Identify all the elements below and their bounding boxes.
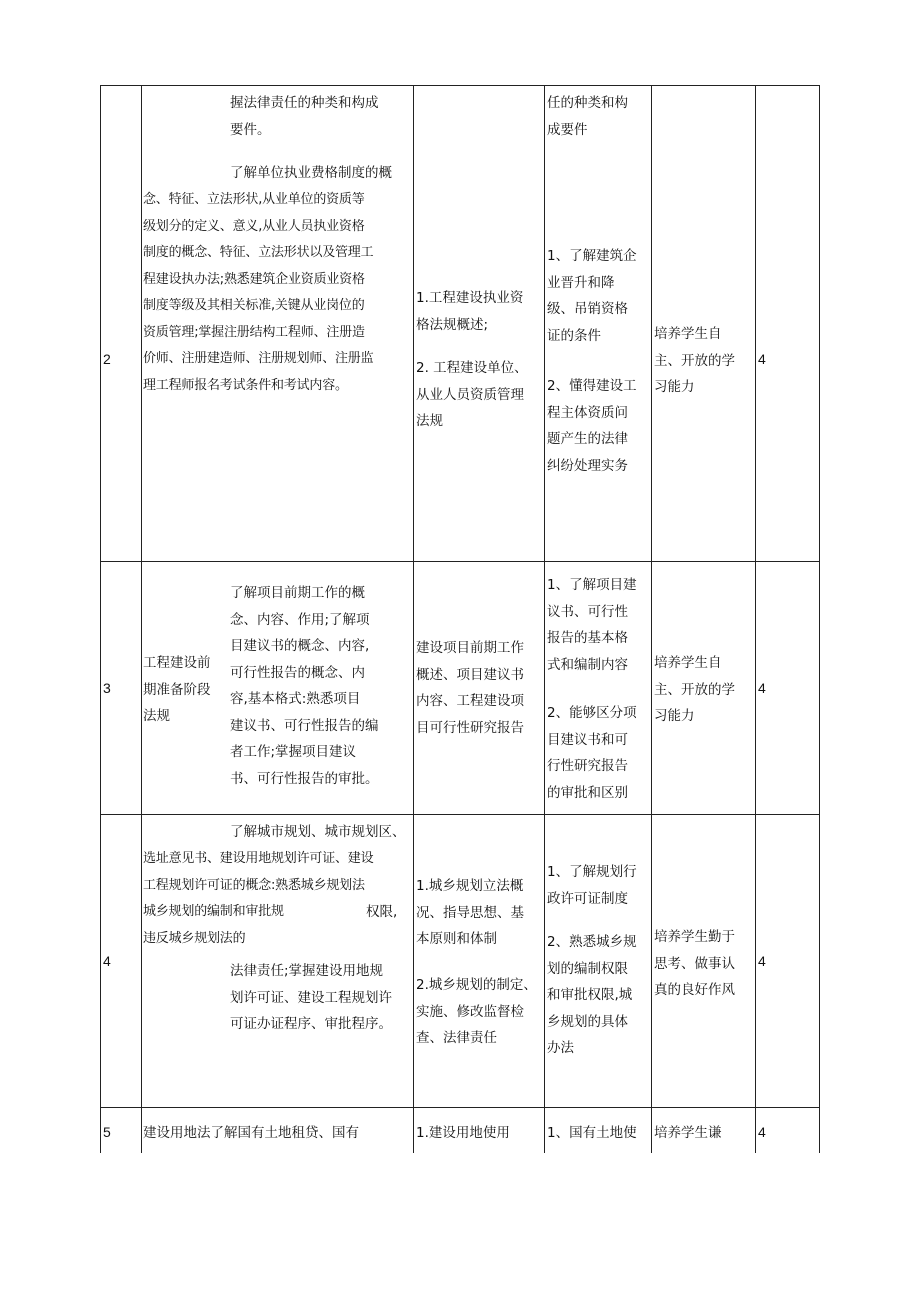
ability-item-2: 2、懂得建设工 程主体资质问 题产生的法律 纠纷处理实务 (547, 378, 637, 474)
row-border-4-5 (100, 1107, 820, 1108)
ability-top: 任的种类和构 成要件 (547, 95, 628, 138)
row-number: 2 (103, 351, 111, 367)
objective-text: 了解项目前期工作的概 念、内容、作用;了解项 目建议书的概念、内容, 可行性报告的概念、内 容,基本格式:熟悉项目 建议书、可行性报告的编 者工作;掌握项目建议 书、可行性报告的审批。 (230, 585, 379, 787)
col-border-1 (141, 85, 142, 1153)
row-border-3-4 (100, 814, 820, 815)
objective-text: 选址意见书、建设用地规划许可证、建设 工程规划许可证的概念:熟悉城乡规划法 城乡规划的编制和审批规 违反城乡规划法的 (143, 851, 374, 946)
col-border-0 (100, 85, 101, 1153)
ability-text: 1、国有土地使 (547, 1125, 637, 1141)
row-number: 5 (103, 1124, 111, 1140)
ability-item-2: 2、熟悉城乡规 划的编制权限 和审批权限,城 乡规划的具体 办法 (547, 934, 637, 1056)
objective-text-b: 念、特征、立法形状,从业单位的资质等 级划分的定义、意义,从业人员执业资格 制度的概念、特征、立法形状以及管理工 程建设执办法;熟悉建筑企业资质业资格 制度等级及其相关标准,关键从业岗位的 资质管理;掌握注册结构工程师、注册造 价师、注册建造师、注册规划师、注册监 理工程师报名考试条件和考试内容。 (143, 192, 374, 393)
content-text: 1.建设用地使用 (416, 1125, 510, 1141)
hours: 4 (758, 351, 766, 367)
content-item-2: 2. 工程建设单位、 从业人员资质管理 法规 (416, 360, 528, 429)
content-item-1: 1.工程建设执业资 格法规概述; (416, 290, 524, 333)
row-number: 3 (103, 680, 111, 696)
quality-goal: 培养学生自 主、开放的学 习能力 (654, 326, 735, 395)
ability-item-1: 1、了解项目建 议书、可行性 报告的基本格 式和编制内容 (547, 577, 637, 673)
hours: 4 (758, 1124, 766, 1140)
content-item-2: 2.城乡规划的制定、 实施、修改监督检 查、法律责任 (416, 977, 537, 1046)
objective-text-a: 握法律责任的种类和构成 要件。 (230, 95, 379, 138)
ability-item-1: 1、了解建筑企 业晋升和降 级、吊销资格 证的条件 (547, 248, 637, 344)
objective-text-b-first: 了解单位执业费格制度的概 (230, 165, 392, 181)
ability-item-2: 2、能够区分项 目建议书和可 行性研究报告 的审批和区别 (547, 705, 637, 801)
ability-item-1: 1、了解规划行 政许可证制度 (547, 864, 637, 907)
col-border-4 (651, 85, 652, 1153)
objective-power: 权限, (366, 904, 398, 920)
col-border-2 (413, 85, 414, 1153)
hours: 4 (758, 953, 766, 969)
content-text: 建设项目前期工作 概述、项目建议书 内容、工程建设项 目可行性研究报告 (416, 640, 524, 736)
row-border-2-3 (100, 561, 820, 562)
row-border-top (100, 85, 820, 86)
objective-tail: 法律责任;掌握建设用地规 划许可证、建设工程规划许 可证办证程序、审批程序。 (230, 963, 392, 1032)
quality-goal: 培养学生勤于 思考、做事认 真的良好作风 (654, 929, 735, 998)
row-number: 4 (103, 953, 111, 969)
col-border-6 (819, 85, 820, 1153)
quality-goal: 培养学生谦 (654, 1125, 722, 1141)
quality-goal: 培养学生自 主、开放的学 习能力 (654, 655, 735, 724)
content-item-1: 1.城乡规划立法概 况、指导思想、基 本原则和体制 (416, 878, 524, 947)
col-border-5 (755, 85, 756, 1153)
objective-text: 建设用地法了解国有土地租贷、国有 (143, 1125, 359, 1141)
chapter-title: 工程建设前 期准备阶段 法规 (143, 655, 211, 724)
hours: 4 (758, 680, 766, 696)
col-border-3 (544, 85, 545, 1153)
objective-first-line: 了解城市规划、城市规划区、 (230, 824, 406, 840)
